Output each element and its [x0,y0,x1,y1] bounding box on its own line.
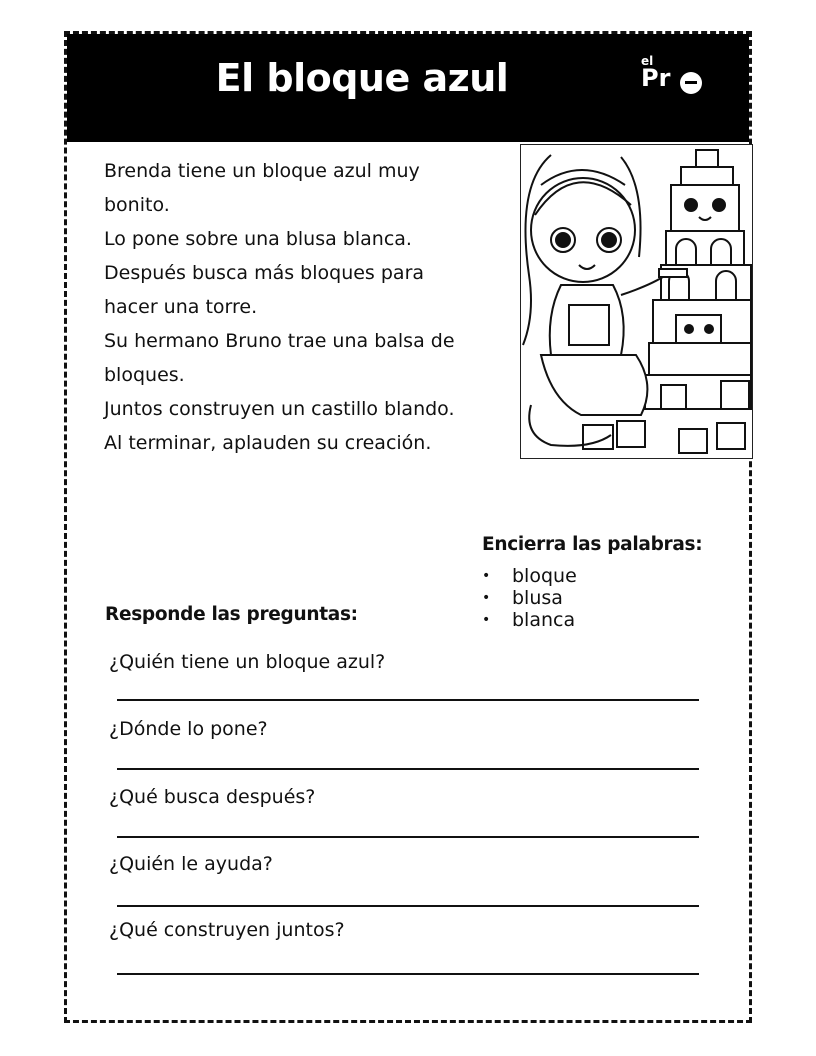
story-line: hacer una torre. [104,296,258,318]
circle-words-section [482,534,742,631]
logo-small-text: el [641,54,654,68]
page-title: El bloque azul [215,56,509,100]
story-line: Después busca más bloques para [104,262,425,284]
questions-title: Responde las preguntas: [105,604,358,625]
reading-passage [104,154,504,460]
answer-line-2[interactable] [117,768,699,770]
worksheet [64,31,752,1023]
list-item: • blanca [482,609,742,631]
question-4: ¿Quién le ayuda? [109,853,273,875]
title-bar [67,34,749,142]
story-line: Su hermano Bruno trae una balsa de [104,330,455,352]
story-line: Juntos construyen un castillo blando. [104,398,455,420]
logo-circle-icon [680,72,702,94]
story-line: Brenda tiene un bloque azul muy [104,160,420,182]
answer-line-4[interactable] [117,905,699,907]
story-line: bloques. [104,364,185,386]
circle-words-list [482,565,742,631]
logo-main-text: Pr [641,64,671,92]
girl-building-blocks-illustration [520,144,753,459]
answer-line-5[interactable] [117,973,699,975]
list-item: • bloque [482,565,742,587]
answer-line-3[interactable] [117,836,699,838]
list-item: • blusa [482,587,742,609]
question-3: ¿Qué busca después? [109,786,316,808]
circle-words-title: Encierra las palabras: [482,534,703,555]
story-line: Al terminar, aplauden su creación. [104,432,432,454]
answer-line-1[interactable] [117,699,699,701]
question-5: ¿Qué construyen juntos? [109,919,345,941]
question-1: ¿Quién tiene un bloque azul? [109,651,386,673]
story-line: Lo pone sobre una blusa blanca. [104,228,412,250]
question-2: ¿Dónde lo pone? [109,718,268,740]
story-line: bonito. [104,194,170,216]
brand-logo [638,54,708,110]
